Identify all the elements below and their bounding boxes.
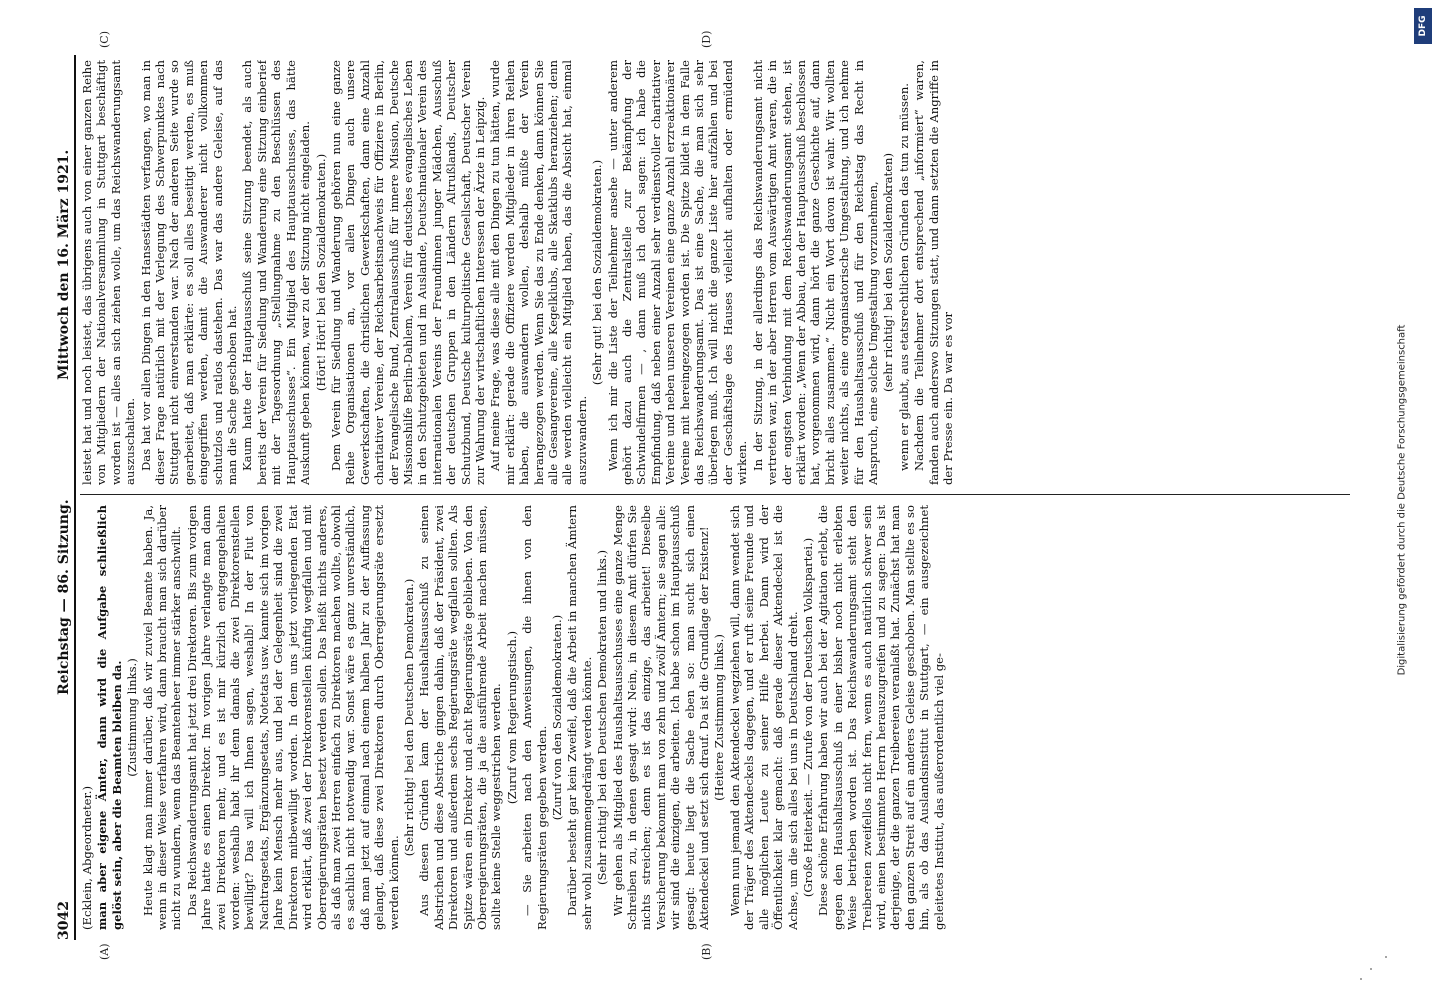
paragraph: Das hat vor allen Dingen in den Hansestädten verfangen, wo man in dieser Frage natürlich mit der Verlegung des Schwerpunktes nach Stuttgart nicht einverstanden war. Nach der anderen Seite wurde so gearbeitet, daß man erklärte: es soll alles beseitigt werden, es muß eingegriffen werden, damit die Auswanderer nicht vollkommen schutzlos und ratlos dastehen. Das war das andere Geleise, auf das man die Sache geschoben hat. [138,60,240,485]
interjection: (Sehr gut! bei den Sozialdemokraten.) [590,159,605,386]
interjection: (Zuruf vom Regierungstisch.) [504,630,519,805]
paragraph: (Ecklein, Abgeordneter.) [80,786,94,930]
header-left-title: Reichstag — 86. Sitzung. [56,499,72,695]
interjection: (Zustimmung links.) [125,658,140,777]
page-number: 3042 [56,901,72,940]
paragraph: Wenn ich mir die Liste der Teilnehmer ansehe — unter anderem gehört dazu auch die Zentralstelle zur Bekämpfung der Schwindelfirmen — , dann muß ich doch sagen: ich habe die Empfindung, daß neben einer Anzahl sehr verdienstvoller charitativer Vereine und neben unseren Vereinen eine ganze Anzahl erzreaktionärer Vereine mit hereingezogen worden ist. Die Spitze bildet in dem Falle das Reichswanderungsamt. Das ist eine Sache, die man sich sehr überlegen muß. Ich will nicht die ganze Liste hier aufzählen und bei der Geschäftslage des Hauses vielleicht aufhalten oder ermüdend wirken. [605,60,750,485]
paragraph: Heute klagt man immer darüber, daß wir zuviel Beamte haben. Ja, wenn in dieser Weise verfahren wird, dann braucht man sich darüber nicht zu wundern, wenn das Beamtenheer immer stärker anschwillt. [140,505,184,930]
paragraph: Dem Verein für Siedlung und Wanderung gehören nun eine ganze Reihe Organisationen an, vor allen Dingen auch unsere Gewerkschaften, die christlichen Gewerkschaften, dann eine Anzahl charitativer Vereine, der Reichsarbeitsnachweis für Offiziere in Berlin, der Evangelische Bund, Zentralausschuß für innere Mission, Deutsche Missionshilfe Berlin-Dahlem, Verein für deutsches evangelisches Leben in den Schutzgebieten und im Auslande, Deutschnationaler Verein des internationalen Vereins der Freundinnen junger Mädchen, Ausschuß der deutschen Gruppen in den Ländern Altrußlands, Deutscher Schutzbund, Deutsche kulturpolitische Gesellschaft, Deutscher Verein zur Wahrung der wirtschaftlichen Interessen der Ärzte in Leipzig. [328,60,487,485]
paragraph: man aber eigene Ämter, dann wird die Aufgabe schließlich gelöst sein, aber die Beamten bleiben da. [95,505,124,930]
paragraph: Auf meine Frage, was diese alle mit den Dingen zu tun hätten, wurde mir erklärt: gerade die Offiziere werden Mitglieder in ihren Reihen haben, die auswandern wollen, deshalb müßte der Verein herangezogen werden. Wenn Sie das zu Ende denken, dann können Sie alle Gesangvereine, alle Kegelklubs, alle Skatklubs heranziehen; denn alle werden vielleicht ein Mitglied haben, das die Absicht hat, einmal auszuwandern. [488,60,589,485]
paragraph: wenn er glaubt, aus etatsrechtlichen Gründen das tun zu müssen. [896,83,911,471]
page-header [56,55,72,940]
paragraph: Das Reichswanderungsamt hat jetzt drei Direktoren. Bis zum vorigen Jahre hatte es einen Direktor. Im vorigen Jahre verlangte man dann zwei Direktoren mehr, und es ist mir kürzlich entgegengehalten worden: weshalb habt ihr denn damals die zwei Direktorenstellen bewilligt? Das will ich Ihnen sagen, weshalb! In der Flut von Nachtragsetats, Ergänzungsetats, Notetats usw. kannte sich im vorigen Jahre kein Mensch mehr aus, und bei der Gelegenheit sind die zwei Direktoren mitbewilligt worden. In dem uns jetzt vorliegenden Etat wird erklärt, daß zwei der Direktorenstellen künftig wegfallen und mit Oberregierungsräten besetzt werden sollen. Das heißt nichts anderes, als daß man zwei Herren einfach zu Direktoren machen wollte, obwohl es sachlich nicht notwendig war. Sonst wäre es ganz unverständlich, daß man jetzt auf einmal nach einem halben Jahr zu der Auffassung gelangt, daß diese zwei Direktoren durch Oberregierungsräte ersetzt werden können. [184,505,401,930]
dfg-logo: DFG [1414,8,1432,44]
margin-marker-c: (C) [98,31,111,48]
interjection: (Hört! Hört! bei den Sozialdemokraten.) [313,153,328,392]
paragraph: Kaum hatte der Hauptausschuß seine Sitzung beendet, als auch bereits der Verein für Siedlung und Wanderung eine Sitzung einberief mit der Tagesordnung „Stellungnahme zu den Beschlüssen des Hauptausschusses“. Ein Mitglied des Hauptausschusses, das hätte Auskunft geben können, war zu der Sitzung nicht eingeladen. [240,60,313,485]
paragraph: leistet hat und noch leistet, das übrigens auch von einer ganzen Reihe von Mitgliedern der Nationalversammlung in Stuttgart beschäftigt worden ist — alles an sich ziehen wolle, um das Reichswanderungsamt auszuschalten. [80,60,138,485]
margin-marker-b: (B) [700,943,713,960]
interjection: (Sehr richtig! bei den Deutschen Demokraten und links.) [595,549,610,886]
right-text-column [80,60,1360,485]
interjection: (Große Heiterkeit. — Zurufe von der Deutschen Volkspartei.) [800,537,815,898]
paragraph: — Sie arbeiten nach den Anweisungen, die ihnen von den Regierungsräten gegeben werden. [520,505,549,930]
header-rule [74,55,76,940]
paragraph: Darüber besteht gar kein Zweifel, daß die Arbeit in manchen Ämtern sehr wohl zusammengedrängt werden könnte. [565,505,594,930]
paragraph: Wenn nun jemand den Aktendeckel wegziehen will, dann wendet sich der Träger des Aktendeckels dagegen, und er ruft seine Freunde und alle möglichen Leute zu seiner Hilfe herbei. Dann wird der Öffentlichkeit klar gemacht: daß gerade dieser Aktendeckel ist die Achse, um die sich alles bei uns in Deutschland dreht. [727,505,800,930]
digitization-note: Digitalisierung gefördert durch die Deutsche Forschungsgemeinschaft [1396,324,1408,676]
paragraph: Diese schöne Erfahrung haben wir auch bei der Agitation erlebt, die gegen den Haushaltsausschuß in einer bisher noch nicht erlebten Weise betrieben worden ist. Das Reichswanderungsamt steht den Treibereien zweifellos nicht fern, wenn es auch natürlich schwer sein wird, einen bestimmten Herrn herauszugreifen und zu sagen: Das ist derjenige, der die ganzen Treibereien veranlaßt hat. Zunächst hat man den ganzen Streit auf ein anderes Geleise geschoben. Man stellte es so hin, als ob das Auslandsinstitut in Stuttgart, — ein ausgezeichnet geleitetes Institut, das außerordentlich viel ge- [816,505,946,930]
scan-speck [1360,978,1362,980]
interjection: (Sehr richtig! bei den Deutschen Demokraten.) [401,578,416,857]
paragraph: Aus diesen Gründen kam der Haushaltsausschuß zu seinen Abstrichen und diese Abstriche gingen dahin, daß der Präsident, zwei Direktoren und außerdem sechs Regierungsräte wegfallen sollten. Als Spitze wären ein Direktor und acht Regierungsräte geblieben. Von den Oberregierungsräten, die ja die ausführende Arbeit machen müssen, sollte keine Stelle weggestrichen werden. [417,505,504,930]
column-divider [80,494,1350,495]
margin-marker-d: (D) [700,30,713,48]
interjection: (Heitere Zustimmung links.) [712,634,727,801]
paragraph: Wir gehen als Mitglied des Haushaltsausschusses eine ganze Menge Schreiben zu, in denen gesagt wird: Nein, in diesem Amt dürfen Sie nichts streichen; denn es ist das einzige, das arbeitet! Dieselbe Versicherung bekommt man von zehn und zwölf Ämtern; sie sagen alle: wir sind die einzigen, die arbeiten. Ich habe schon im Hauptausschuß gesagt: heute liegt die Sache eben so: man sucht sich einen Aktendeckel und setzt sich drauf. Da ist die Grundlage der Existenz! [610,505,712,930]
paragraph: Nachdem die Teilnehmer dort entsprechend „informiert“ waren, fanden auch anderswo Sitzungen statt, und dann setzten die Angriffe in der Presse ein. Da war es vor [912,60,955,485]
interjection: (Zuruf von den Sozialdemokraten.) [550,614,564,821]
scan-speck [1385,956,1387,958]
left-text-column [80,505,1360,930]
margin-marker-a: (A) [98,943,111,960]
interjection: (sehr richtig! bei den Sozialdemokraten) [881,152,896,393]
header-right-title: Mittwoch den 16. März 1921. [56,149,72,380]
paragraph: In der Sitzung, in der allerdings das Reichswanderungsamt nicht vertreten war, in der aber Herren vom Auswärtigen Amt waren, die in der engsten Verbindung mit dem Reichswanderungsamt stehen, ist erklärt worden: „Wenn der Abbau, den der Hauptausschuß beschlossen hat, vorgenommen wird, dann hört die ganze Geschichte auf, dann bricht alles zusammen.“ Nicht ein Wort davon ist wahr. Wir wollten weiter nichts, als eine organisatorische Umgestaltung, und ich nehme für den Haushaltsausschuß und für den Reichstag das Recht in Anspruch, eine solche Umgestaltung vorzunehmen, [750,60,880,485]
scan-speck [1370,968,1372,970]
